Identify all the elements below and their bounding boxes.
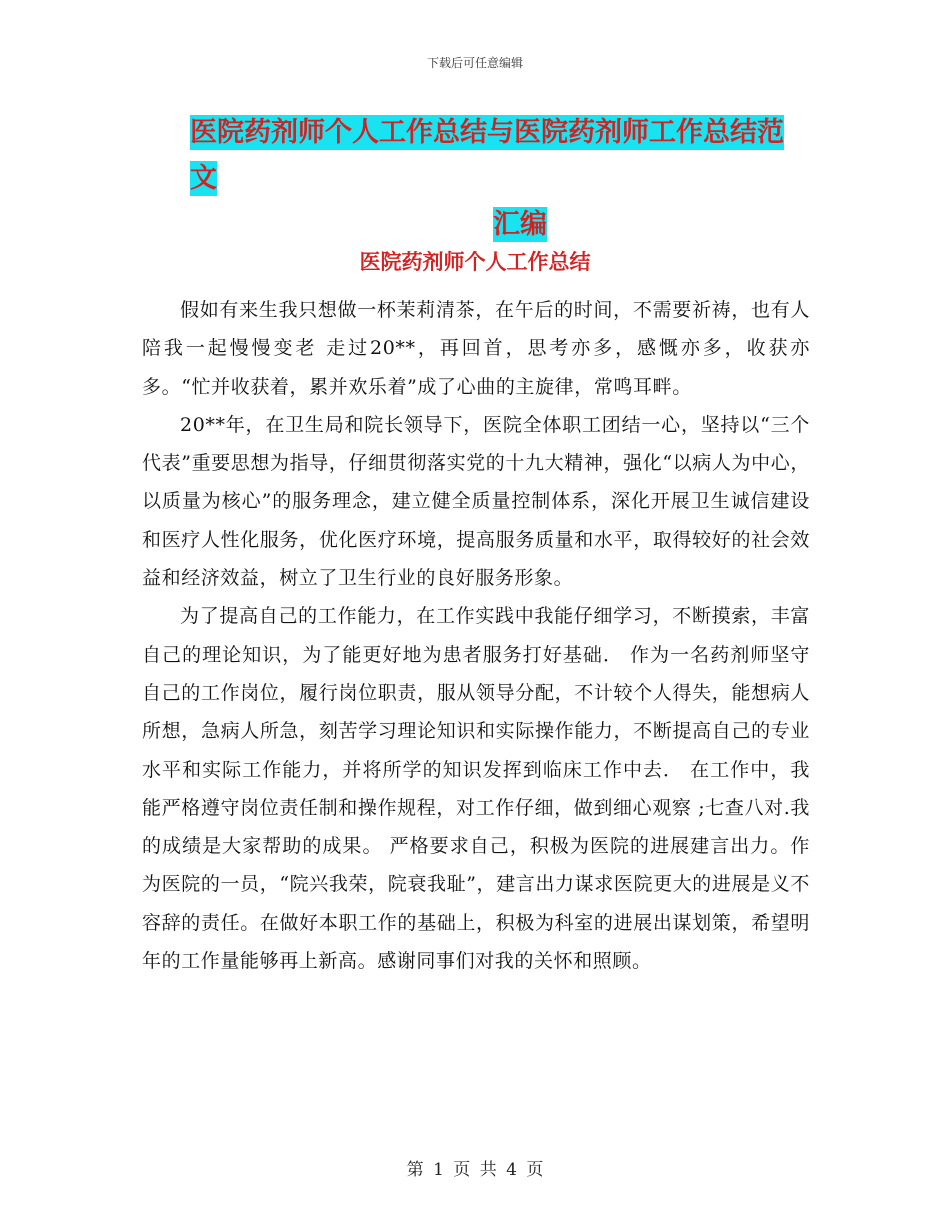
- document-title-line-1: 医院药剂师个人工作总结与医院药剂师工作总结范文: [190, 117, 784, 194]
- document-title: [190, 110, 810, 248]
- page-number-footer: 第 1 页 共 4 页: [406, 1160, 544, 1180]
- paragraph-2: 20**年，在卫生局和院长领导下，医院全体职工团结一心，坚持以“三个代表”重要思想为指导，仔细贯彻落实党的十九大精神，强化“以病人为中心，以质量为核心”的服务理念，建立健全质量控制体系，深化开展卫生诚信建设和医疗人性化服务，优化医疗环境，提高服务质量和水平，取得较好的社会效益和经济效益，树立了卫生行业的良好服务形象。: [142, 413, 810, 590]
- section-title: 医院药剂师个人工作总结: [359, 250, 591, 274]
- page-header-note: 下载后可任意编辑: [426, 56, 523, 70]
- paragraph-3: 为了提高自己的工作能力，在工作实践中我能仔细学习，不断摸索，丰富自己的理论知识，为了能更好地为患者服务打好基础． 作为一名药剂师坚守自己的工作岗位，履行岗位职责，服从领导分配，不计较个人得失，能想病人所想，急病人所急，刻苦学习理论知识和实际操作能力，不断提高自己的专业水平和实际工作能力，并将所学的知识发挥到临床工作中去． 在工作中，我能严格遵守岗位责任制和操作规程，对工作仔细，做到细心观察 ;七查八对.我的成绩是大家帮助的成果。 严格要求自己，积极为医院的进展建言出力。作为医院的一员，“院兴我荣，院衰我耻”，建言出力谋求医院更大的进展是义不容辞的责任。在做好本职工作的基础上，积极为科室的进展出谋划策，希望明年的工作量能够再上新高。感谢同事们对我的关怀和照顾。: [142, 605, 810, 973]
- paragraph-1: 假如有来生我只想做一杯茉莉清茶，在午后的时间，不需要祈祷，也有人陪我一起慢慢变老 走过20**，再回首，思考亦多，感慨亦多，收获亦多。“忙并收获着，累并欢乐着”成了心曲的主旋律，常鸣耳畔。: [142, 299, 810, 398]
- document-title-line-2: 汇编: [493, 209, 547, 240]
- body-text: [142, 291, 810, 980]
